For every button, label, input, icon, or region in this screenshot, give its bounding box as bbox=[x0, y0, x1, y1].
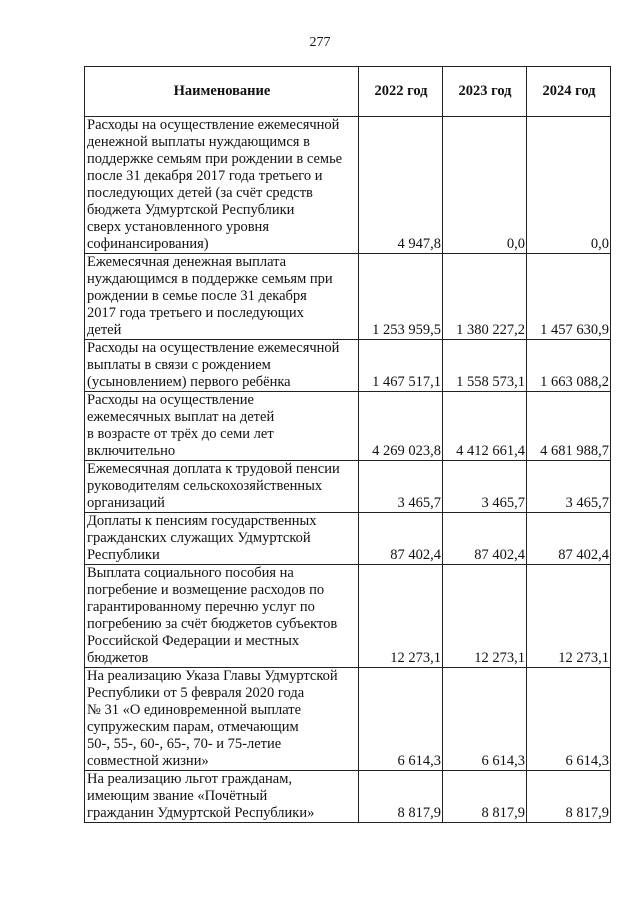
row-name: На реализацию Указа Главы Удмуртской Республики от 5 февраля 2020 года № 31 «О единовременной выплате супружеским парам, отмечающим 50-, 55-, 60-, 65-, 70- и 75-летие совместной жизни» bbox=[85, 668, 359, 771]
row-value-2022: 6 614,3 bbox=[359, 668, 443, 771]
row-value-2023: 0,0 bbox=[443, 117, 527, 254]
row-value-2022: 3 465,7 bbox=[359, 461, 443, 513]
table-row bbox=[85, 565, 611, 668]
row-value-2022: 8 817,9 bbox=[359, 771, 443, 823]
row-value-2024: 0,0 bbox=[527, 117, 611, 254]
table-row bbox=[85, 340, 611, 392]
row-value-2023: 4 412 661,4 bbox=[443, 392, 527, 461]
row-value-2024: 12 273,1 bbox=[527, 565, 611, 668]
row-name: Ежемесячная доплата к трудовой пенсии руководителям сельскохозяйственных организаций bbox=[85, 461, 359, 513]
row-value-2023: 1 380 227,2 bbox=[443, 254, 527, 340]
row-value-2024: 1 457 630,9 bbox=[527, 254, 611, 340]
table-row bbox=[85, 668, 611, 771]
table-row bbox=[85, 771, 611, 823]
row-name: Ежемесячная денежная выплата нуждающимся в поддержке семьям при рождении в семье после 31 декабря 2017 года третьего и последующих детей bbox=[85, 254, 359, 340]
header-2024: 2024 год bbox=[527, 67, 611, 117]
header-name: Наименование bbox=[85, 67, 359, 117]
header-2022: 2022 год bbox=[359, 67, 443, 117]
row-value-2023: 8 817,9 bbox=[443, 771, 527, 823]
row-name: Расходы на осуществление ежемесячной выплаты в связи с рождением (усыновлением) первого ребёнка bbox=[85, 340, 359, 392]
row-value-2024: 1 663 088,2 bbox=[527, 340, 611, 392]
row-value-2024: 6 614,3 bbox=[527, 668, 611, 771]
row-name: Расходы на осуществление ежемесячных выплат на детей в возрасте от трёх до семи лет включительно bbox=[85, 392, 359, 461]
table-row bbox=[85, 461, 611, 513]
row-value-2024: 4 681 988,7 bbox=[527, 392, 611, 461]
row-value-2022: 1 253 959,5 bbox=[359, 254, 443, 340]
table-body bbox=[85, 117, 611, 823]
table-row bbox=[85, 392, 611, 461]
row-name: Доплаты к пенсиям государственных гражданских служащих Удмуртской Республики bbox=[85, 513, 359, 565]
table-header-row bbox=[85, 67, 611, 117]
row-name: На реализацию льгот гражданам, имеющим звание «Почётный гражданин Удмуртской Республики» bbox=[85, 771, 359, 823]
row-value-2022: 4 269 023,8 bbox=[359, 392, 443, 461]
row-value-2023: 12 273,1 bbox=[443, 565, 527, 668]
page-number: 277 bbox=[309, 35, 331, 50]
row-name: Выплата социального пособия на погребение и возмещение расходов по гарантированному перечню услуг по погребению за счёт бюджетов субъектов Российской Федерации и местных бюджетов bbox=[85, 565, 359, 668]
row-value-2023: 87 402,4 bbox=[443, 513, 527, 565]
row-value-2024: 8 817,9 bbox=[527, 771, 611, 823]
table-row bbox=[85, 513, 611, 565]
row-value-2024: 87 402,4 bbox=[527, 513, 611, 565]
row-value-2024: 3 465,7 bbox=[527, 461, 611, 513]
row-value-2022: 87 402,4 bbox=[359, 513, 443, 565]
table-row bbox=[85, 254, 611, 340]
row-value-2023: 1 558 573,1 bbox=[443, 340, 527, 392]
header-2023: 2023 год bbox=[443, 67, 527, 117]
row-value-2023: 6 614,3 bbox=[443, 668, 527, 771]
row-value-2022: 4 947,8 bbox=[359, 117, 443, 254]
row-value-2022: 1 467 517,1 bbox=[359, 340, 443, 392]
row-value-2023: 3 465,7 bbox=[443, 461, 527, 513]
budget-table bbox=[84, 66, 611, 823]
row-name: Расходы на осуществление ежемесячной денежной выплаты нуждающимся в поддержке семьям при рождении в семье после 31 декабря 2017 года третьего и последующих детей (за счёт средств бюджета Удмуртской Республики сверх установленного уровня софинансирования) bbox=[85, 117, 359, 254]
row-value-2022: 12 273,1 bbox=[359, 565, 443, 668]
table-row bbox=[85, 117, 611, 254]
